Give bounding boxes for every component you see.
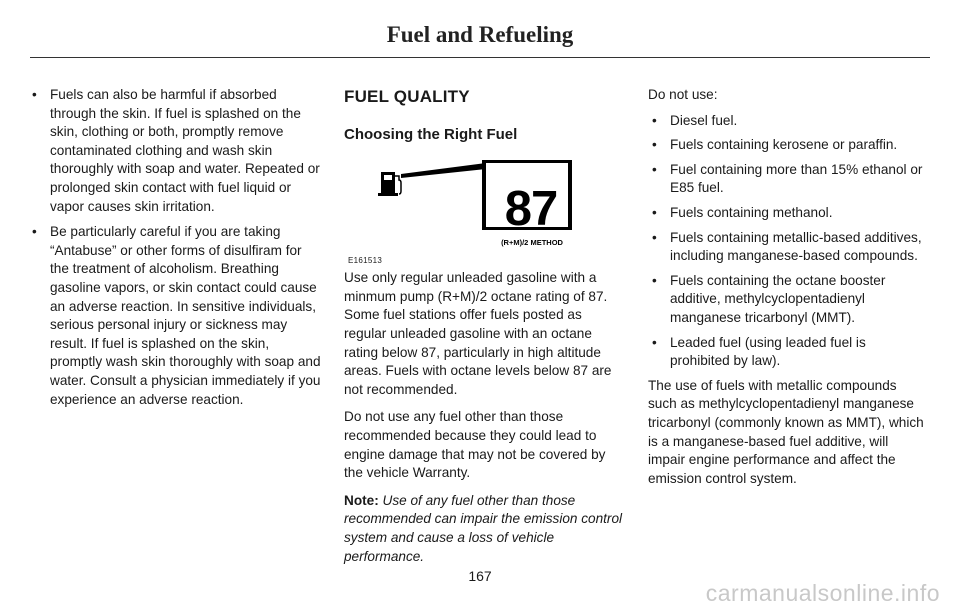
right-column	[648, 86, 928, 497]
note-text: Use of any fuel other than those recommended can impair the emission control system and cause a loss of vehicle performance.	[344, 492, 623, 564]
list-item: • Fuels containing methanol.	[648, 204, 928, 223]
list-item: • Fuels containing metallic-based additives, including manganese-based compounds.	[652, 229, 922, 264]
bullet-icon: •	[652, 204, 657, 220]
middle-column	[344, 86, 624, 575]
paragraph: Use only regular unleaded gasoline with a minmum pump (R+M)/2 octane rating of 87. Some fuel stations offer fuels posted as regular unleaded gasoline with an octane rating below 87, particularly in high altitude areas. Fuels with octane levels below 87 are not recommended.	[344, 270, 612, 397]
header-divider	[30, 57, 930, 58]
bullet-icon: •	[32, 224, 37, 240]
list-item: • Leaded fuel (using leaded fuel is prohibited by law).	[652, 334, 866, 369]
figure-code: E161513	[348, 256, 383, 266]
watermark: carmanualsonline.info	[705, 580, 940, 606]
list-item: • Fuels can also be harmful if absorbed through the skin. If fuel is splashed on the skin, clothing or both, promptly remove contaminated clothing and wash skin thoroughly with soap and water. Repeated or prolonged skin contact with fuel liquid or vapor causes skin irritation.	[32, 87, 320, 214]
page-number: 167	[468, 568, 492, 584]
list-item: • Be particularly careful if you are taking “Antabuse” or other forms of disulfiram for the treatment of alcoholism. Breathing gasoline vapors, or skin contact could cause an adverse reaction. In sensitive individuals, serious personal injury or sickness may result. If fuel is splashed on the skin, promptly wash skin thoroughly with soap and water. Consult a physician immediately if you experience an adverse reaction.	[32, 224, 321, 407]
list-item: • Fuel containing more than 15% ethanol or E85 fuel.	[652, 161, 923, 196]
list-item: • Diesel fuel.	[648, 112, 928, 131]
list-item: • Fuels containing the octane booster additive, methylcyclopentadienyl manganese tricarbonyl (MMT).	[652, 272, 886, 325]
list-intro: Do not use:	[648, 87, 718, 102]
prohibited-fuels-list	[648, 112, 928, 371]
octane-figure	[346, 160, 576, 265]
subsection-title: Choosing the Right Fuel	[344, 125, 518, 143]
left-column	[28, 86, 321, 416]
list-item: • Fuels containing kerosene or paraffin.	[648, 136, 928, 155]
bullet-icon: •	[652, 272, 657, 288]
warning-bullet-list	[28, 86, 321, 409]
bullet-icon: •	[652, 137, 657, 153]
bullet-icon: •	[652, 334, 657, 350]
section-title: FUEL QUALITY	[344, 87, 470, 106]
note-label: Note:	[344, 492, 379, 508]
bullet-icon: •	[32, 87, 37, 102]
bullet-icon: •	[652, 229, 657, 245]
paragraph: Do not use any fuel other than those recommended because they could lead to engine damage that may not be covered by the vehicle Warranty.	[344, 409, 606, 481]
paragraph: The use of fuels with metallic compounds such as methylcyclopentadienyl manganese tricarbonyl (commonly known as MMT), which is a manganese-based fuel additive, will impair engine performance and affect the emission control system.	[648, 377, 924, 486]
octane-method-label: (R+M)/2 METHOD	[501, 238, 563, 248]
bullet-icon: •	[652, 161, 657, 177]
page-title: Fuel and Refueling	[386, 22, 574, 47]
bullet-icon: •	[652, 112, 657, 128]
octane-rating-label: 87	[504, 182, 558, 237]
note	[344, 492, 624, 566]
